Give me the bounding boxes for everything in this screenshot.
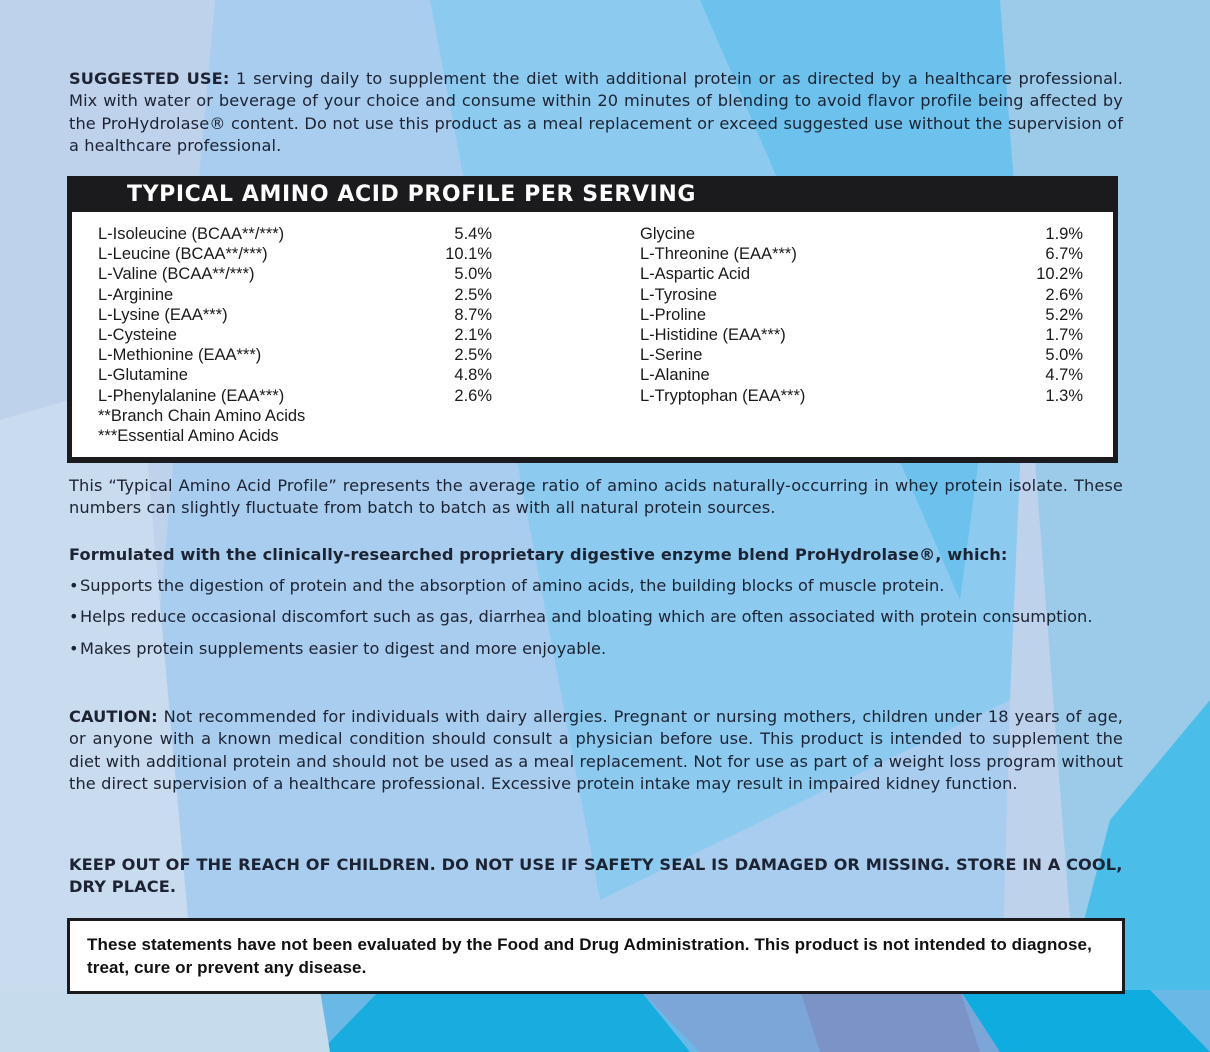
amino-name: L-Histidine (EAA***) bbox=[640, 325, 786, 344]
amino-value: 5.0% bbox=[1045, 346, 1083, 365]
amino-name: L-Arginine bbox=[98, 285, 174, 304]
caution-text: Not recommended for individuals with dairy allergies. Pregnant or nursing mothers, children under 18 years of age, or anyone with a known medical condition should consult a physician before use. This product is intended to supplement the diet with additional protein and should not be used as a meal replacement. Not for use as part of a weight loss program without the direct supervision of a healthcare professional. Excessive protein intake may result in impaired kidney function. bbox=[69, 707, 1123, 793]
amino-name: L-Isoleucine (BCAA**/***) bbox=[98, 225, 285, 243]
amino-name: L-Proline bbox=[640, 305, 707, 324]
amino-row bbox=[98, 244, 492, 264]
amino-table-title: TYPICAL AMINO ACID PROFILE PER SERVING bbox=[127, 182, 696, 207]
list-item bbox=[69, 638, 1123, 660]
amino-row bbox=[640, 244, 1083, 264]
caution-label: CAUTION: bbox=[69, 707, 158, 726]
amino-row bbox=[640, 325, 1083, 345]
amino-value: 5.0% bbox=[454, 265, 492, 284]
amino-row bbox=[640, 386, 1083, 406]
caution-paragraph bbox=[69, 706, 1123, 795]
amino-name: L-Leucine (BCAA**/***) bbox=[98, 245, 268, 264]
amino-name: L-Cysteine bbox=[98, 325, 177, 344]
amino-name: L-Lysine (EAA***) bbox=[98, 305, 228, 324]
suggested-use-text: 1 serving daily to supplement the diet with additional protein or as directed by a healthcare professional. Mix with water or beverage of your choice and consume within 20 minutes of blending to avoid flavor profile being affected by the ProHydrolase® content. Do not use this product as a meal replacement or exceed suggested use without the supervision of a healthcare professional. bbox=[69, 69, 1123, 155]
amino-row bbox=[98, 325, 492, 345]
amino-column-right bbox=[640, 224, 1083, 406]
amino-name: L-Phenylalanine (EAA***) bbox=[98, 386, 285, 405]
amino-value: 1.3% bbox=[1045, 386, 1083, 405]
amino-row bbox=[98, 386, 492, 406]
amino-row bbox=[98, 305, 492, 325]
amino-name: L-Methionine (EAA***) bbox=[98, 346, 262, 365]
amino-column-left bbox=[98, 224, 492, 446]
amino-row bbox=[640, 345, 1083, 365]
amino-name: L-Tryptophan (EAA***) bbox=[640, 386, 806, 405]
amino-value: 10.2% bbox=[1036, 265, 1083, 284]
fda-disclaimer-text: These statements have not been evaluated by the Food and Drug Administration. This product is not intended to diagnose, treat, cure or prevent any disease. bbox=[87, 935, 1092, 977]
bullet-text: Helps reduce occasional discomfort such as gas, diarrhea and bloating which are often associated with protein consumption. bbox=[80, 607, 1093, 627]
amino-value: 2.5% bbox=[454, 285, 492, 304]
amino-value: 1.7% bbox=[1045, 325, 1083, 344]
amino-row bbox=[640, 264, 1083, 284]
amino-row bbox=[640, 224, 1083, 244]
amino-name: L-Threonine (EAA***) bbox=[640, 245, 797, 264]
amino-name: Glycine bbox=[640, 225, 696, 243]
list-item bbox=[69, 575, 1123, 597]
amino-value: 2.6% bbox=[1045, 285, 1083, 304]
amino-value: 4.8% bbox=[454, 366, 492, 385]
bullet-text: Makes protein supplements easier to digest and more enjoyable. bbox=[80, 638, 607, 658]
amino-row bbox=[98, 285, 492, 305]
amino-value: 5.2% bbox=[1045, 305, 1083, 324]
suggested-use-paragraph bbox=[69, 68, 1123, 157]
amino-value: 2.1% bbox=[454, 325, 492, 344]
bullet-icon: • bbox=[69, 638, 79, 658]
suggested-use-label: SUGGESTED USE: bbox=[69, 69, 230, 88]
amino-value: 2.5% bbox=[454, 346, 492, 365]
amino-value: 1.9% bbox=[1045, 225, 1083, 243]
list-item bbox=[69, 606, 1123, 628]
amino-row bbox=[98, 345, 492, 365]
bullet-icon: • bbox=[69, 607, 79, 627]
amino-row bbox=[640, 285, 1083, 305]
profile-note-paragraph: This “Typical Amino Acid Profile” represents the average ratio of amino acids naturally-occurring in whey protein isolate. These numbers can slightly fluctuate from batch to batch as with all natural protein sources. bbox=[69, 476, 1123, 518]
amino-value: 2.6% bbox=[454, 386, 492, 405]
amino-name: L-Valine (BCAA**/***) bbox=[98, 265, 255, 284]
amino-value: 10.1% bbox=[445, 245, 492, 264]
amino-name: L-Aspartic Acid bbox=[640, 265, 751, 284]
bullet-icon: • bbox=[69, 576, 79, 595]
amino-value: 4.7% bbox=[1045, 366, 1083, 385]
amino-row bbox=[98, 224, 492, 244]
amino-row bbox=[640, 365, 1083, 385]
benefits-list bbox=[69, 575, 1123, 669]
amino-value: 8.7% bbox=[454, 305, 492, 324]
amino-acid-profile-table bbox=[67, 176, 1118, 463]
amino-table-body bbox=[72, 212, 1113, 457]
amino-row bbox=[98, 365, 492, 385]
amino-name: L-Glutamine bbox=[98, 366, 188, 385]
formulated-heading: Formulated with the clinically-researched proprietary digestive enzyme blend ProHydrolase®, which: bbox=[69, 545, 1008, 564]
amino-name: L-Tyrosine bbox=[640, 285, 718, 304]
amino-value: 5.4% bbox=[454, 225, 492, 243]
fda-disclaimer-box bbox=[67, 918, 1125, 994]
bullet-text: Supports the digestion of protein and the absorption of amino acids, the building blocks of muscle protein. bbox=[80, 576, 945, 595]
amino-name: L-Serine bbox=[640, 346, 703, 365]
amino-row bbox=[98, 264, 492, 284]
footnote-eaa: ***Essential Amino Acids bbox=[98, 426, 279, 445]
amino-row bbox=[640, 305, 1083, 325]
amino-name: L-Alanine bbox=[640, 366, 710, 385]
footnote-bcaa: **Branch Chain Amino Acids bbox=[98, 406, 306, 425]
amino-value: 6.7% bbox=[1045, 245, 1083, 264]
keep-out-warning: KEEP OUT OF THE REACH OF CHILDREN. DO NOT USE IF SAFETY SEAL IS DAMAGED OR MISSING. STORE IN A COOL, DRY PLACE. bbox=[69, 855, 1123, 897]
